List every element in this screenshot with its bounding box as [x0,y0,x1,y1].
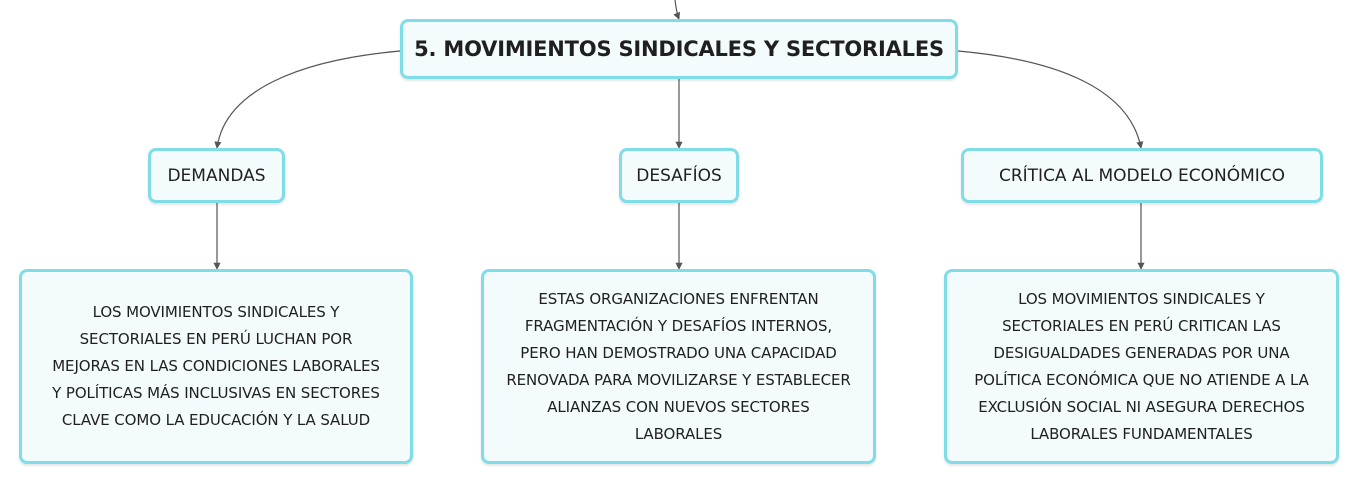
detail-text-demandas [52,299,380,434]
detail-line: ALIANZAS CON NUEVOS SECTORES [547,397,810,416]
detail-line: LABORALES [634,424,723,443]
detail-text-critica [974,286,1309,448]
topic-node-demandas[interactable] [148,148,285,203]
topic-node-critica[interactable] [961,148,1323,203]
detail-line: LABORALES FUNDAMENTALES [1030,424,1253,443]
root-node[interactable] [400,19,958,79]
detail-line: SECTORIALES EN PERÚ CRITICAN LAS [1002,316,1281,335]
detail-node-critica[interactable] [944,269,1339,464]
detail-line: POLÍTICA ECONÓMICA QUE NO ATIENDE A LA [974,370,1309,389]
detail-line: EXCLUSIÓN SOCIAL NI ASEGURA DERECHOS [978,397,1305,416]
detail-node-desafios[interactable] [481,269,876,464]
connector-root-demandas [217,51,400,148]
detail-line: LOS MOVIMIENTOS SINDICALES Y [92,303,340,321]
detail-line: MEJORAS EN LAS CONDICIONES LABORALES [52,357,380,375]
detail-line: LOS MOVIMIENTOS SINDICALES Y [1018,289,1265,308]
topic-label-demandas: DEMANDAS [167,165,266,186]
detail-line: Y POLÍTICAS MÁS INCLUSIVAS EN SECTORES [52,384,380,402]
root-node-label: 5. MOVIMIENTOS SINDICALES Y SECTORIALES [414,37,944,61]
detail-node-demandas[interactable] [19,269,413,464]
topic-node-desafios[interactable] [619,148,739,203]
detail-line: FRAGMENTACIÓN Y DESAFÍOS INTERNOS, [524,316,833,335]
detail-line: CLAVE COMO LA EDUCACIÓN Y LA SALUD [61,411,371,429]
detail-line: SECTORIALES EN PERÚ LUCHAN POR [79,330,353,348]
topic-label-desafios: DESAFÍOS [636,165,722,186]
connector-root-critica [958,51,1141,148]
detail-line: PERO HAN DEMOSTRADO UNA CAPACIDAD [520,343,837,362]
detail-line: ESTAS ORGANIZACIONES ENFRENTAN [538,289,819,308]
topic-label-critica: CRÍTICA AL MODELO ECONÓMICO [998,165,1286,186]
detail-line: DESIGUALDADES GENERADAS POR UNA [993,343,1290,362]
connector-incoming [675,0,679,19]
detail-text-desafios [506,286,850,448]
detail-line: RENOVADA PARA MOVILIZARSE Y ESTABLECER [506,370,851,389]
